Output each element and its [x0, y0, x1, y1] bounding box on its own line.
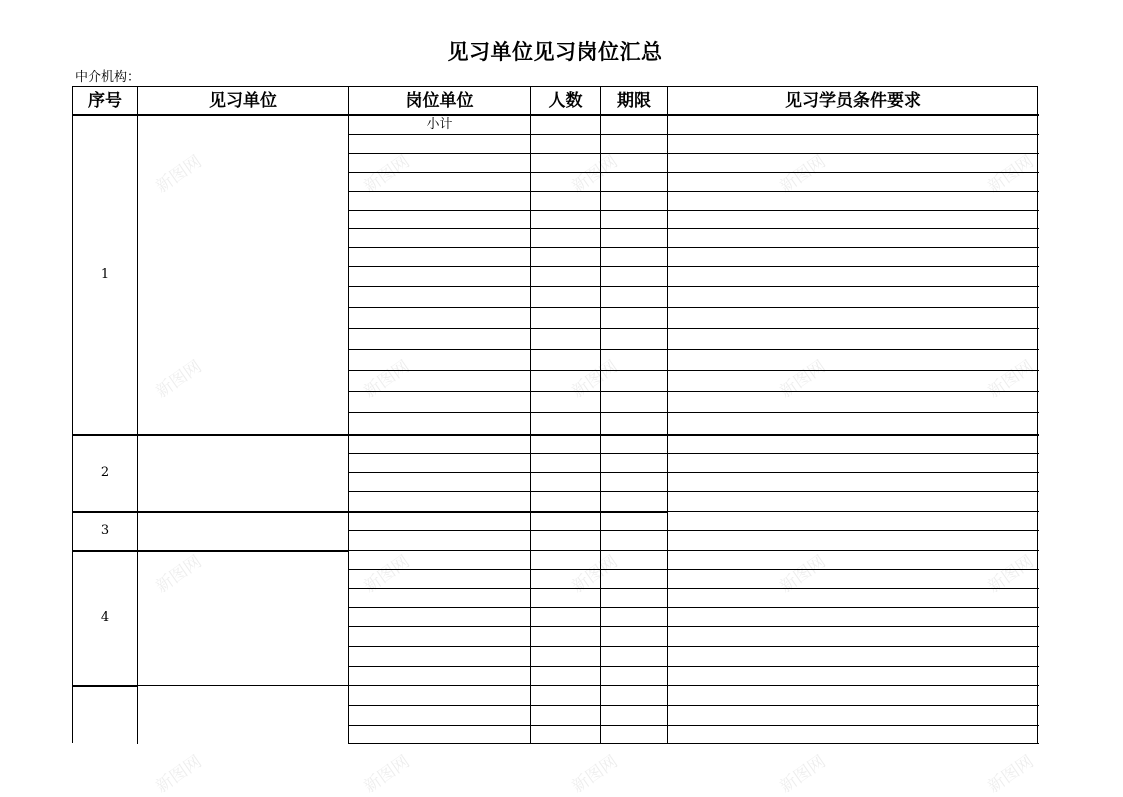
watermark-text: 新图网: [984, 551, 1038, 598]
row-line: [348, 530, 1039, 531]
row-line: [348, 391, 1039, 392]
row-line: [348, 705, 1039, 706]
watermark-text: 新图网: [984, 356, 1038, 403]
row-line: [348, 588, 1039, 589]
watermark-text: 新图网: [360, 751, 414, 797]
table-bottom: [348, 743, 1039, 744]
row-line: [348, 569, 1039, 570]
row-seq-4: 4: [100, 610, 110, 625]
header-seq: 序号: [88, 91, 122, 111]
watermark-text: 新图网: [360, 151, 414, 198]
group-divider: [73, 685, 137, 687]
row-line: [348, 370, 1039, 371]
row-line: [348, 247, 1039, 248]
group-divider: [667, 511, 1039, 512]
row-line: [348, 666, 1039, 667]
header-count: 人数: [548, 91, 583, 111]
row-line: [348, 328, 1039, 329]
header-unit: 见习单位: [209, 91, 277, 111]
watermark-text: 新图网: [568, 356, 622, 403]
watermark-text: 新图网: [568, 551, 622, 598]
group-divider: [73, 434, 1039, 436]
watermark-text: 新图网: [152, 356, 206, 403]
watermark-text: 新图网: [984, 151, 1038, 198]
row-line: [348, 412, 1039, 413]
header-post: 岗位单位: [405, 91, 474, 111]
row-line: [348, 191, 1039, 192]
row-line: [348, 472, 1039, 473]
watermark-text: 新图网: [568, 751, 622, 797]
watermark-text: 新图网: [152, 751, 206, 797]
row-line: [348, 210, 1039, 211]
header-requirements: 见习学员条件要求: [785, 91, 921, 111]
row-line: [348, 453, 1039, 454]
group-divider: [73, 511, 667, 513]
watermark-text: 新图网: [360, 356, 414, 403]
watermark-text: 新图网: [152, 551, 206, 598]
row-line: [348, 228, 1039, 229]
group-divider: [137, 685, 1039, 686]
watermark-text: 新图网: [776, 151, 830, 198]
watermark-text: 新图网: [776, 751, 830, 797]
watermark-text: 新图网: [360, 551, 414, 598]
row-seq-3: 3: [100, 523, 110, 538]
row-line: [348, 172, 1039, 173]
row-line: [348, 153, 1039, 154]
subtotal-label: 小计: [426, 117, 453, 132]
page-title: 见习单位见习岗位汇总: [447, 39, 663, 64]
row-line: [348, 725, 1039, 726]
row-line: [348, 626, 1039, 627]
watermark-text: 新图网: [568, 151, 622, 198]
summary-table: [72, 86, 1038, 743]
header-divider: [73, 114, 1039, 116]
header-period: 期限: [617, 91, 651, 111]
row-line: [348, 134, 1039, 135]
row-line: [348, 607, 1039, 608]
agency-label: 中介机构：: [75, 70, 141, 85]
watermark-text: 新图网: [152, 151, 206, 198]
row-seq-1: 1: [100, 267, 110, 282]
row-line: [348, 307, 1039, 308]
group-divider: [73, 550, 348, 552]
row-line: [348, 491, 1039, 492]
watermark-text: 新图网: [984, 751, 1038, 797]
row-line: [348, 286, 1039, 287]
row-line: [348, 349, 1039, 350]
watermark-text: 新图网: [776, 356, 830, 403]
watermark-text: 新图网: [776, 551, 830, 598]
row-line: [348, 550, 1039, 551]
row-line: [348, 646, 1039, 647]
column-divider: [137, 87, 138, 744]
row-line: [348, 266, 1039, 267]
row-seq-2: 2: [100, 465, 110, 480]
